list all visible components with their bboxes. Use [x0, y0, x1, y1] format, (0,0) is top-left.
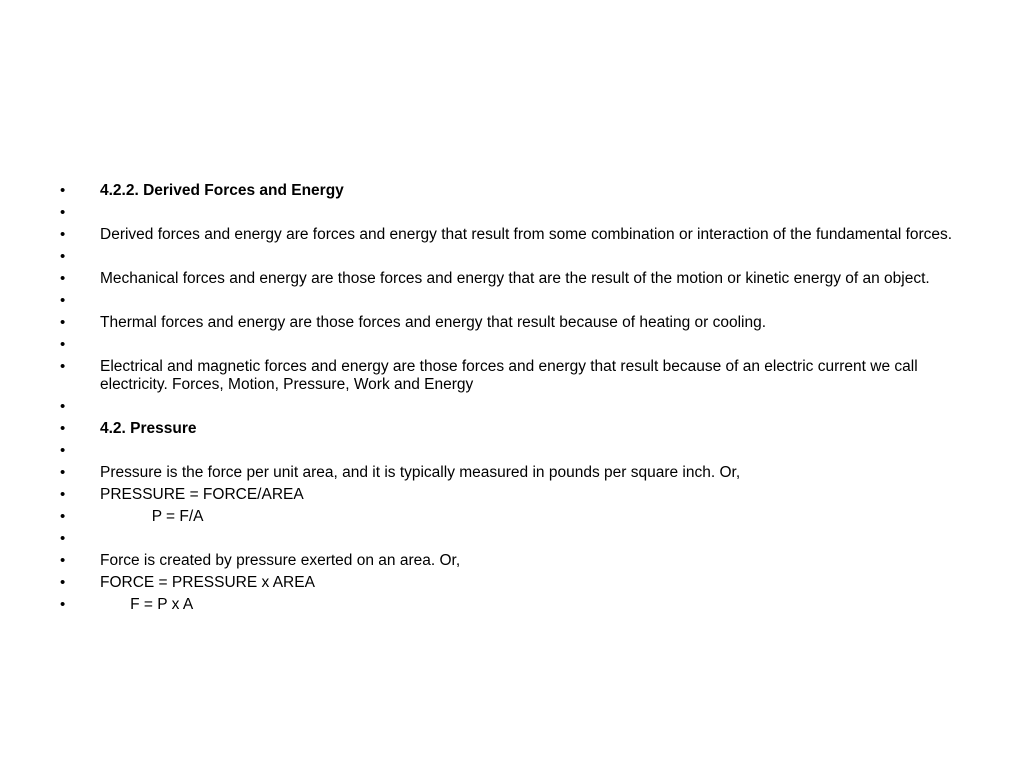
bullet-icon: • [60, 420, 66, 437]
bullet-icon: • [60, 336, 66, 353]
bullet-item [60, 552, 972, 570]
bullet-item [60, 574, 972, 592]
bullet-icon: • [60, 486, 66, 503]
bullet-item [60, 596, 972, 614]
bullet-text: F = P x A [100, 596, 194, 613]
bullet-item [60, 508, 972, 526]
bullet-text: 4.2. Pressure [100, 420, 197, 437]
bullet-item [60, 530, 972, 548]
bullet-text: Thermal forces and energy are those forces and energy that result because of heating or cooling. [100, 314, 767, 331]
bullet-icon: • [60, 226, 66, 243]
bullet-icon: • [60, 442, 66, 459]
bullet-icon: • [60, 464, 66, 481]
bullet-item [60, 314, 972, 332]
bullet-icon: • [60, 508, 66, 525]
bullet-icon: • [60, 596, 66, 613]
bullet-text: Mechanical forces and energy are those forces and energy that are the result of the motion or kinetic energy of an object. [100, 270, 930, 287]
bullet-item [60, 226, 972, 244]
bullet-icon: • [60, 530, 66, 547]
bullet-item [60, 248, 972, 266]
bullet-item [60, 336, 972, 354]
bullet-text: Force is created by pressure exerted on an area. Or, [100, 552, 461, 569]
bullet-item [60, 420, 972, 438]
bullet-text: Electrical and magnetic forces and energy are those forces and energy that result because of an electric current we call electricity. Forces, Motion, Pressure, Work and Energy [100, 358, 922, 393]
bullet-text: FORCE = PRESSURE x AREA [100, 574, 315, 591]
bullet-icon: • [60, 292, 66, 309]
bullet-icon: • [60, 574, 66, 591]
bullet-icon: • [60, 358, 66, 375]
bullet-text: P = F/A [100, 508, 204, 525]
bullet-icon: • [60, 248, 66, 265]
bullet-item [60, 358, 972, 394]
bullet-item [60, 486, 972, 504]
bullet-text: 4.2.2. Derived Forces and Energy [100, 182, 344, 199]
bullet-item [60, 464, 972, 482]
bullet-text: Pressure is the force per unit area, and it is typically measured in pounds per square inch. Or, [100, 464, 741, 481]
bullet-text: PRESSURE = FORCE/AREA [100, 486, 304, 503]
bullet-icon: • [60, 552, 66, 569]
bullet-item [60, 442, 972, 460]
bullet-list [60, 182, 972, 618]
bullet-item [60, 398, 972, 416]
bullet-icon: • [60, 314, 66, 331]
bullet-item [60, 204, 972, 222]
bullet-item [60, 270, 972, 288]
bullet-text: Derived forces and energy are forces and energy that result from some combination or interaction of the fundamental forces. [100, 226, 953, 243]
bullet-icon: • [60, 204, 66, 221]
bullet-icon: • [60, 398, 66, 415]
bullet-item [60, 292, 972, 310]
bullet-icon: • [60, 270, 66, 287]
bullet-icon: • [60, 182, 66, 199]
bullet-item [60, 182, 972, 200]
